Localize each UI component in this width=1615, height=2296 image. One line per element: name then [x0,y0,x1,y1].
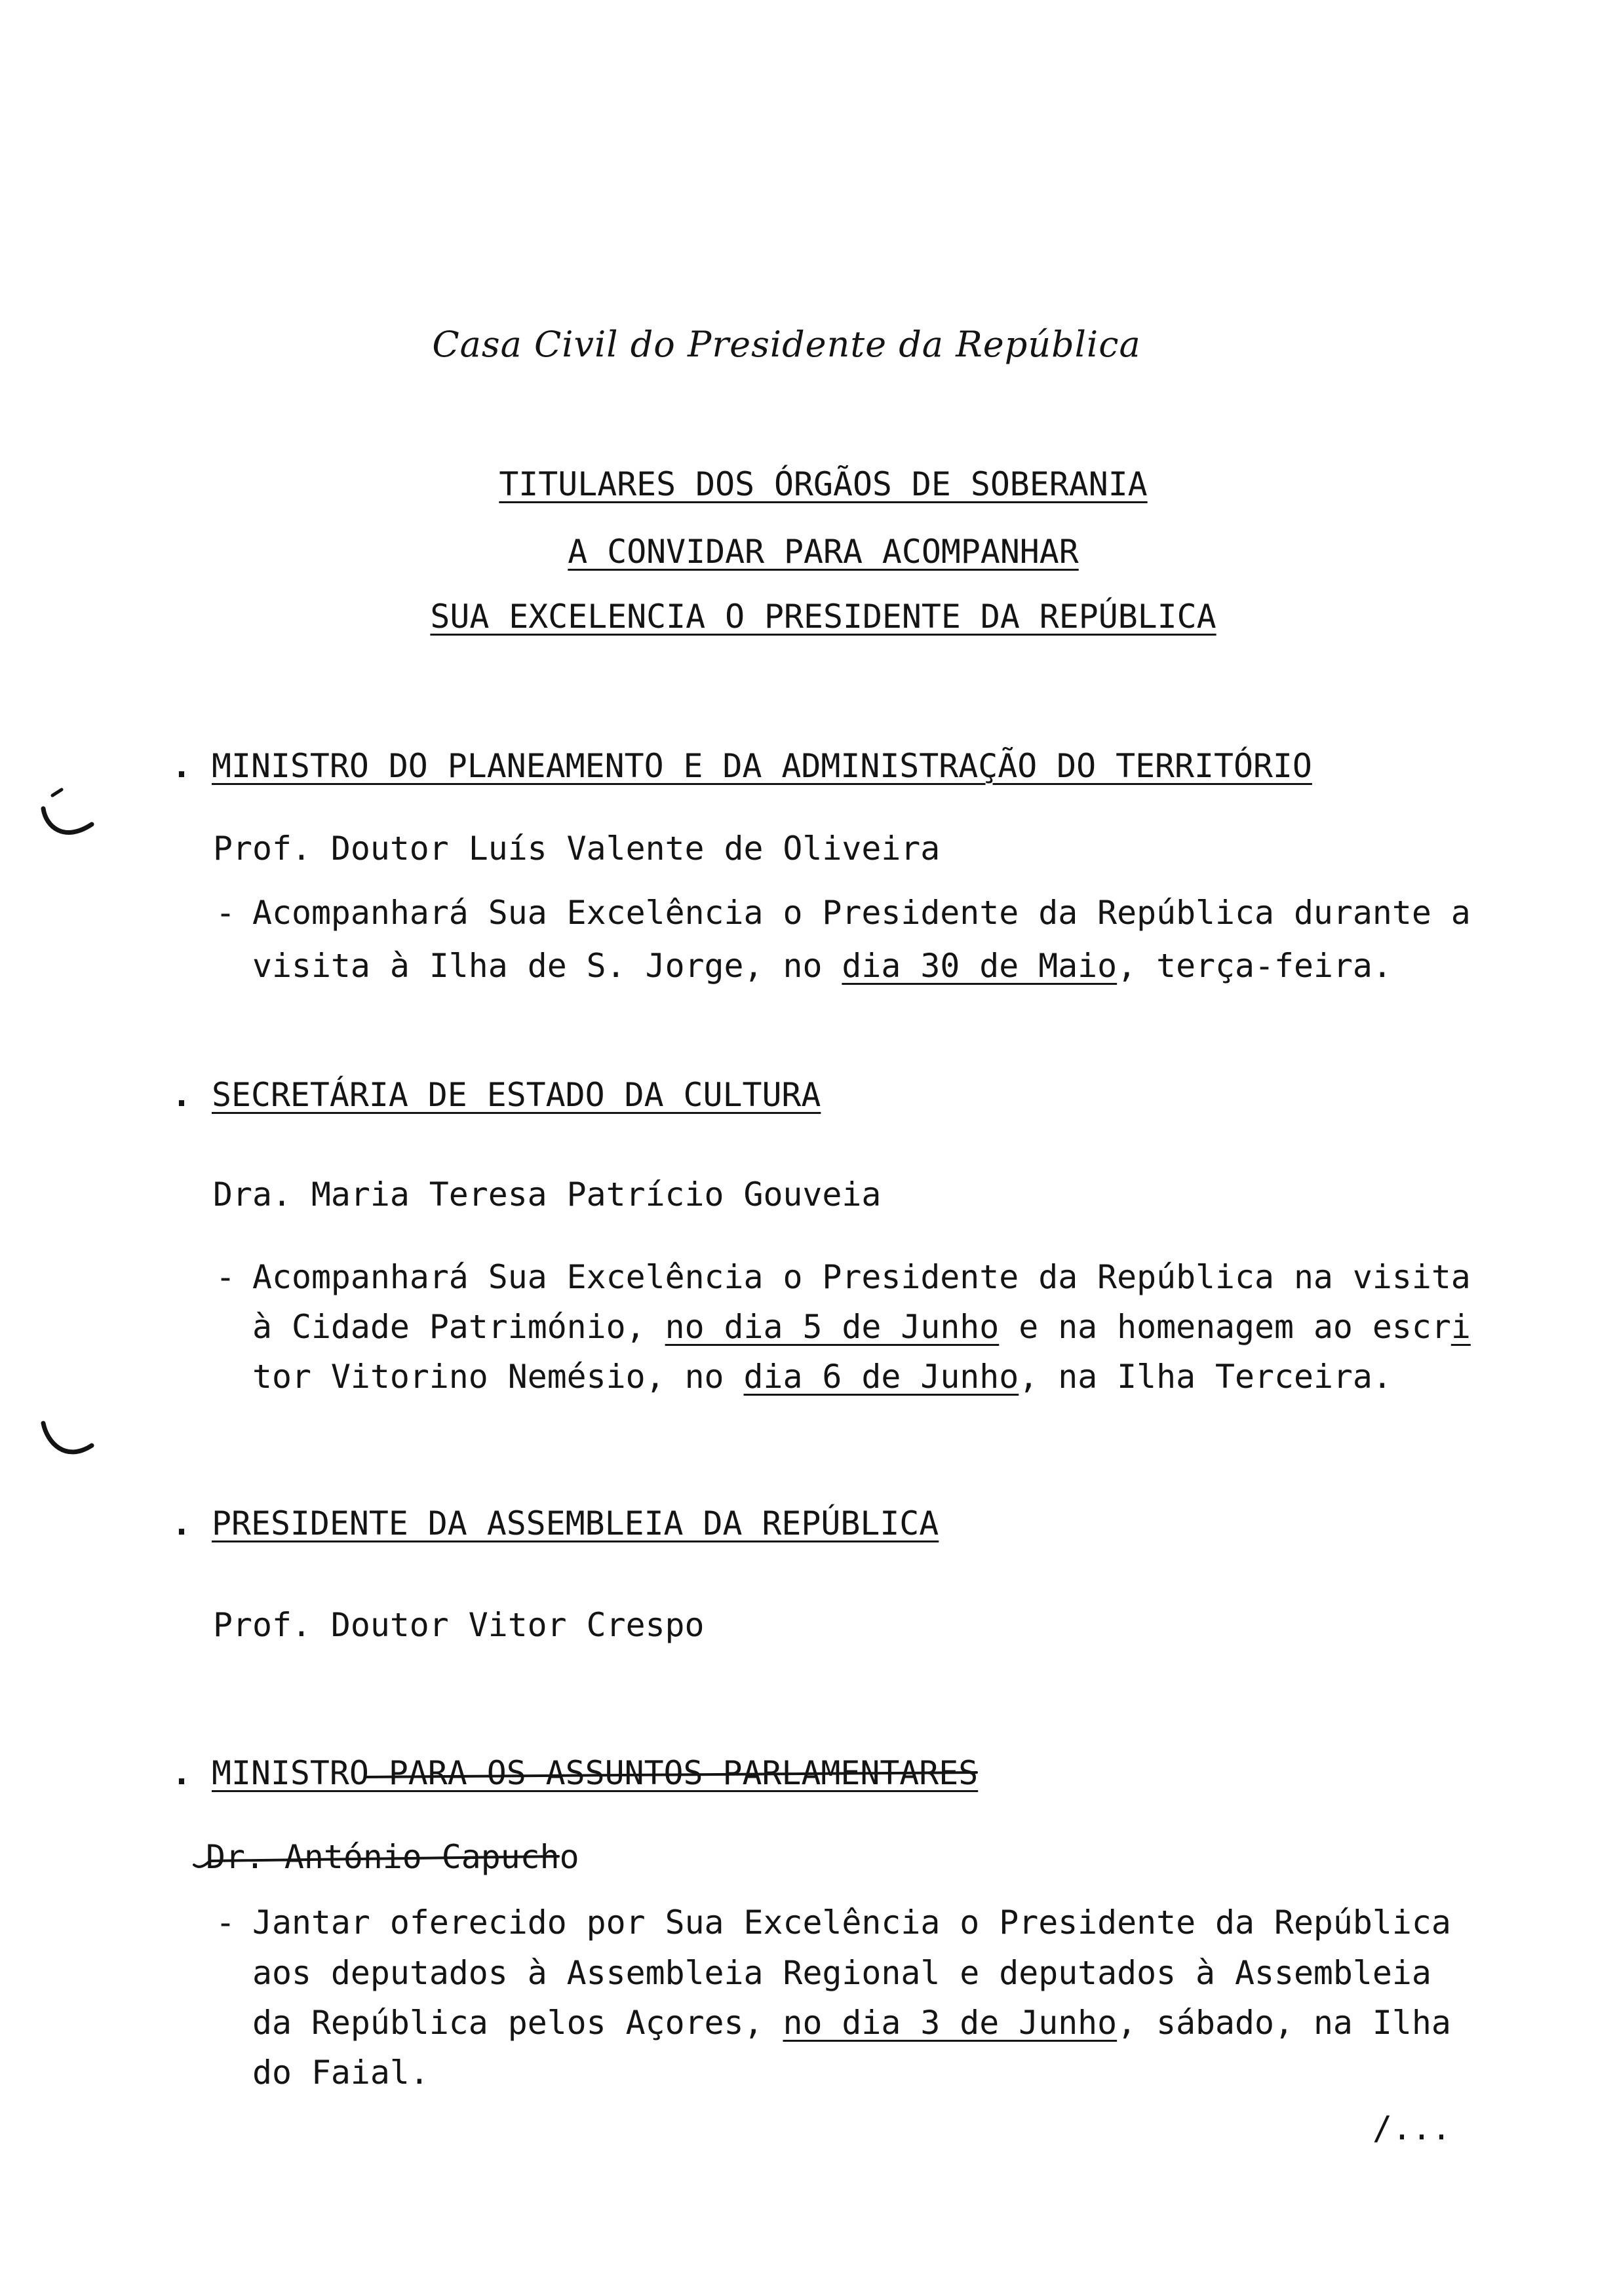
note-text: e na homenagem ao escr [999,1308,1451,1346]
note-line [252,1257,1471,1297]
note-line [252,1307,1471,1347]
note-text: visita à Ilha de S. Jorge, no [252,947,842,985]
document-title-line-3 [31,597,1615,636]
handwritten-check-mark [43,1423,92,1452]
note-date-underlined: no dia 5 de Junho [665,1308,1000,1346]
section-person-name: Dr. António Capucho [206,1838,579,1876]
section-heading [212,1753,978,1793]
note-line [252,2053,429,2092]
section-heading-text: PRESIDENTE DA ASSEMBLEIA DA REPÚBLICA [212,1504,939,1542]
note-marker: - [216,1258,235,1296]
note-line [252,893,1471,932]
note-text-underlined: i [1450,1308,1471,1346]
section-heading-text: SECRETÁRIA DE ESTADO DA CULTURA [212,1076,821,1114]
section-bullet: . [172,747,191,785]
note-date-underlined: dia 6 de Junho [743,1358,1019,1396]
note-text: , sábado, na Ilha [1117,2004,1451,2042]
note-text: Acompanhará Sua Excelência o Presidente da República durante a [252,894,1471,932]
note-text: aos deputados à Assembleia Regional e deputados à Assembleia [252,1954,1431,1992]
note-text: da República pelos Açores, [252,2004,783,2042]
section-heading [212,746,1312,786]
note-text: tor Vitorino Nemésio, no [252,1358,744,1396]
title-text: TITULARES DOS ÓRGÃOS DE SOBERANIA [499,465,1148,503]
section-bullet: . [172,1504,191,1542]
note-text: , na Ilha Terceira. [1019,1358,1392,1396]
note-marker: - [216,1904,235,1942]
note-line [252,946,1392,985]
section-person-name: Dra. Maria Teresa Patrício Gouveia [213,1176,882,1214]
section-heading [212,1075,821,1115]
note-text: Acompanhará Sua Excelência o Presidente da República na visita [252,1258,1471,1296]
section-heading [212,1504,939,1543]
title-text: A CONVIDAR PARA ACOMPANHAR [568,533,1079,571]
section-heading-text: MINISTRO DO PLANEAMENTO E DA ADMINISTRAÇÃO DO TERRITÓRIO [212,747,1312,785]
note-text: à Cidade Património, [252,1308,665,1346]
handwritten-check-mark [43,809,92,832]
note-text: , terça-feira. [1117,947,1392,985]
document-title-line-2 [31,532,1615,571]
handwritten-tick-mark [52,790,62,795]
section-person-name: Prof. Doutor Luís Valente de Oliveira [213,830,941,868]
page-continuation-marker: /... [1372,2109,1451,2147]
section-bullet: . [172,1754,191,1792]
note-line [252,1903,1451,1942]
section-bullet: . [172,1076,191,1114]
section-heading-text: MINISTRO PARA OS ASSUNTOS PARLAMENTARES [212,1754,979,1792]
note-text: Jantar oferecido por Sua Excelência o Presidente da República [252,1904,1451,1942]
letterhead: Casa Civil do Presidente da República [432,324,1141,365]
document-title-line-1 [31,465,1615,504]
title-text: SUA EXCELENCIA O PRESIDENTE DA REPÚBLICA [430,598,1216,636]
section-person-name: Prof. Doutor Vitor Crespo [213,1606,705,1644]
note-line [252,1357,1392,1396]
note-text: do Faial. [252,2054,429,2092]
note-line [252,2003,1451,2042]
note-date-underlined: dia 30 de Maio [842,947,1118,985]
note-marker: - [216,894,235,932]
note-date-underlined: no dia 3 de Junho [783,2004,1118,2042]
note-line [252,1953,1431,1993]
